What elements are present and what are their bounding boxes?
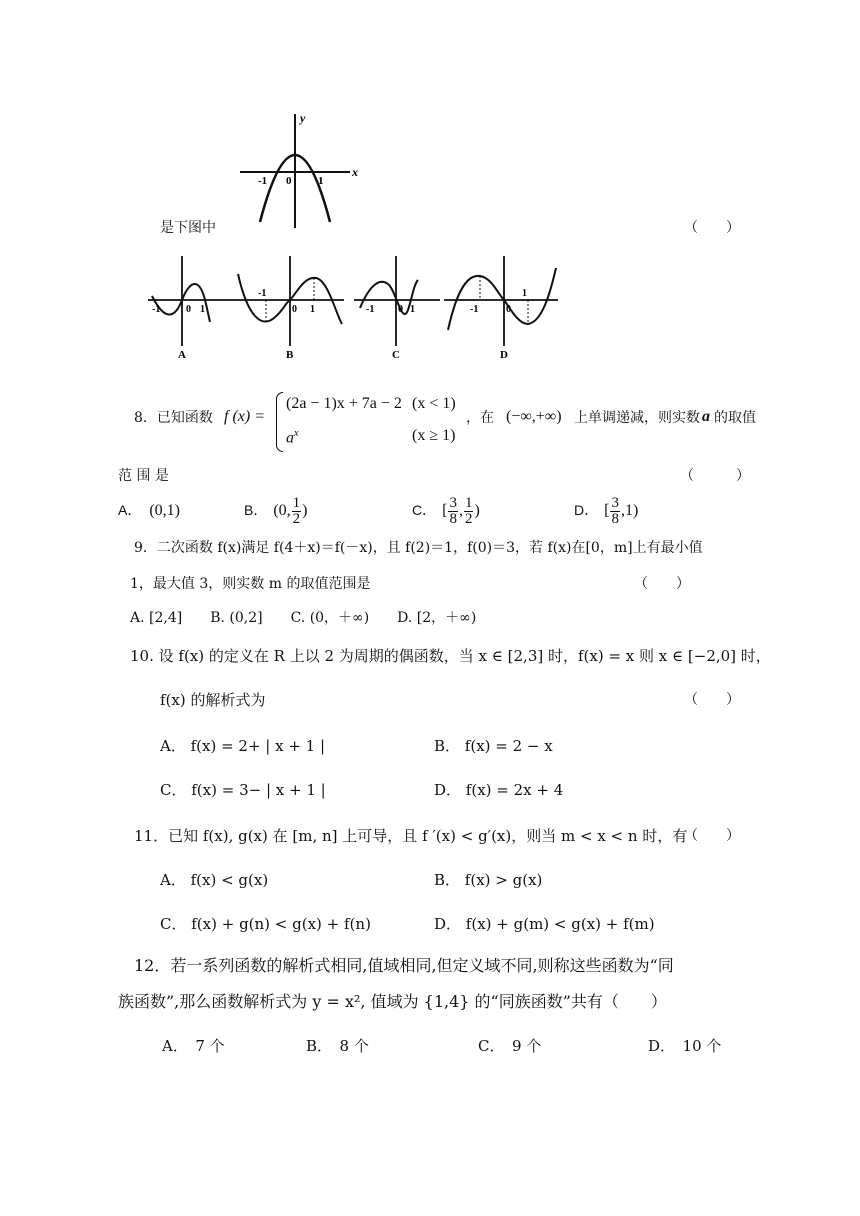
q10-line1: 10. 设 f(x) 的定义在 R 上以 2 为周期的偶函数，当 x ∈ [2,3] 时，f(x) = x 则 x ∈ [−2,0] 时，: [130, 647, 771, 665]
q10-option-a: A． f(x) = 2+ | x + 1 |: [160, 737, 326, 755]
q12-option-d: D． 10 个: [648, 1037, 722, 1055]
q7-c-tick-1: 1: [410, 304, 415, 315]
q8-middle: ，在: [466, 410, 494, 426]
q10-line2: f(x) 的解析式为: [160, 691, 266, 709]
q12-option-c: C． 9 个: [478, 1037, 542, 1055]
q7-b-tick-1: 1: [310, 304, 315, 315]
q7-b-tick-neg1: -1: [258, 288, 267, 299]
q7-c-tick-neg1: -1: [366, 304, 375, 315]
q8-case2-cond: (x ≥ 1): [412, 427, 456, 444]
q8-case1-cond: (x < 1): [412, 395, 456, 412]
q8-interval: (−∞,+∞): [506, 408, 562, 425]
q8-option-d: D． [ $\frac{3}{8}$ ,1): [574, 494, 639, 527]
q8-brace: [276, 392, 283, 452]
q8-option-a: A． (0,1): [118, 502, 180, 519]
q8-fx: f (x) =: [224, 408, 265, 425]
q10-answer-paren: （ ）: [684, 692, 740, 708]
q11-line1: 11．已知 f(x), g(x) 在 [m, n] 上可导，且 f ′(x) < g′(x)，则当 m < x < n 时，有: [134, 827, 688, 845]
q7-a-tick-0: 0: [186, 304, 191, 315]
q11-answer-paren: （ ）: [684, 828, 740, 844]
q7-main-tick-neg1: -1: [258, 175, 268, 187]
q9-answer-paren: （ ）: [634, 576, 690, 592]
q7-option-a-graph: [146, 254, 241, 364]
q8-suffix2: 的取值: [714, 410, 756, 426]
q7-main-y-label: y: [300, 111, 306, 125]
q8-prefix: 8．已知函数: [134, 410, 213, 426]
q7-option-d-graph: [442, 254, 567, 364]
q7-b-letter: B: [286, 349, 294, 361]
q8-option-b: B． (0, $\frac{1}{2}$ ): [244, 494, 308, 527]
q7-d-tick-0: 0: [506, 304, 511, 315]
q9-line2: 1，最大值 3，则实数 m 的取值范围是: [130, 576, 371, 592]
q7-main-tick-1: 1: [318, 175, 324, 187]
q10-option-b: B． f(x) = 2 − x: [434, 737, 553, 755]
q12-option-b: B． 8 个: [306, 1037, 369, 1055]
q10-option-c: C． f(x) = 3− | x + 1 |: [160, 781, 326, 799]
q8-answer-paren: （ ）: [680, 468, 750, 484]
q7-option-b-graph: [232, 254, 352, 364]
q12-option-a: A． 7 个: [162, 1037, 225, 1055]
q7-a-letter: A: [178, 349, 186, 361]
q11-option-b: B． f(x) > g(x): [434, 871, 543, 889]
q8-case2-sup: x: [294, 428, 299, 439]
q7-b-tick-0: 0: [292, 304, 297, 315]
q7-a-tick-neg1: -1: [152, 304, 161, 315]
q8-case1-expr: (2a − 1)x + 7a − 2: [286, 395, 402, 412]
q10-option-d: D． f(x) = 2x + 4: [434, 781, 564, 799]
q7-c-tick-0: 0: [398, 304, 403, 315]
q8-option-c: C． [ $\frac{3}{8}$ , $\frac{1}{2}$ ): [412, 494, 480, 527]
q8-suffix: 上单调递减，则实数: [574, 410, 700, 426]
q7-d-tick-neg1: -1: [470, 304, 479, 315]
q7-a-tick-1: 1: [200, 304, 205, 315]
q7-main-x-label: x: [352, 165, 358, 179]
q7-d-tick-1: 1: [522, 288, 527, 299]
q8-case2-expr: $a^x$: [286, 428, 299, 447]
q12-line2: 族函数”,那么函数解析式为 y = x², 值域为 {1,4} 的“同族函数”共有（ ）: [118, 992, 667, 1011]
q7-answer-paren: （ ）: [684, 220, 740, 236]
q9-line1: 9．二次函数 f(x)满足 f(4＋x)＝f(－x)，且 f(2)＝1，f(0)＝3，若 f(x)在[0，m]上有最小值: [134, 540, 703, 556]
q11-option-d: D． f(x) + g(m) < g(x) + f(m): [434, 915, 655, 933]
q11-option-a: A． f(x) < g(x): [160, 871, 269, 889]
q7-main-graph: [238, 110, 368, 230]
q12-line1: 12．若一系列函数的解析式相同,值域相同,但定义域不同,则称这些函数为“同: [134, 956, 674, 975]
q9-options: A. [2,4] B. (0,2] C. (0，＋∞) D. [2，＋∞): [130, 610, 477, 626]
q8-line2: 范 围 是: [118, 468, 169, 484]
q8-var: a: [702, 408, 710, 425]
q7-main-tick-0: 0: [286, 175, 292, 187]
q11-option-c: C． f(x) + g(n) < g(x) + f(n): [160, 915, 371, 933]
q7-c-letter: C: [392, 349, 400, 361]
q7-d-letter: D: [500, 349, 508, 361]
q7-option-c-graph: [352, 254, 447, 364]
q7-stem-tail: 是下图中: [160, 220, 216, 236]
